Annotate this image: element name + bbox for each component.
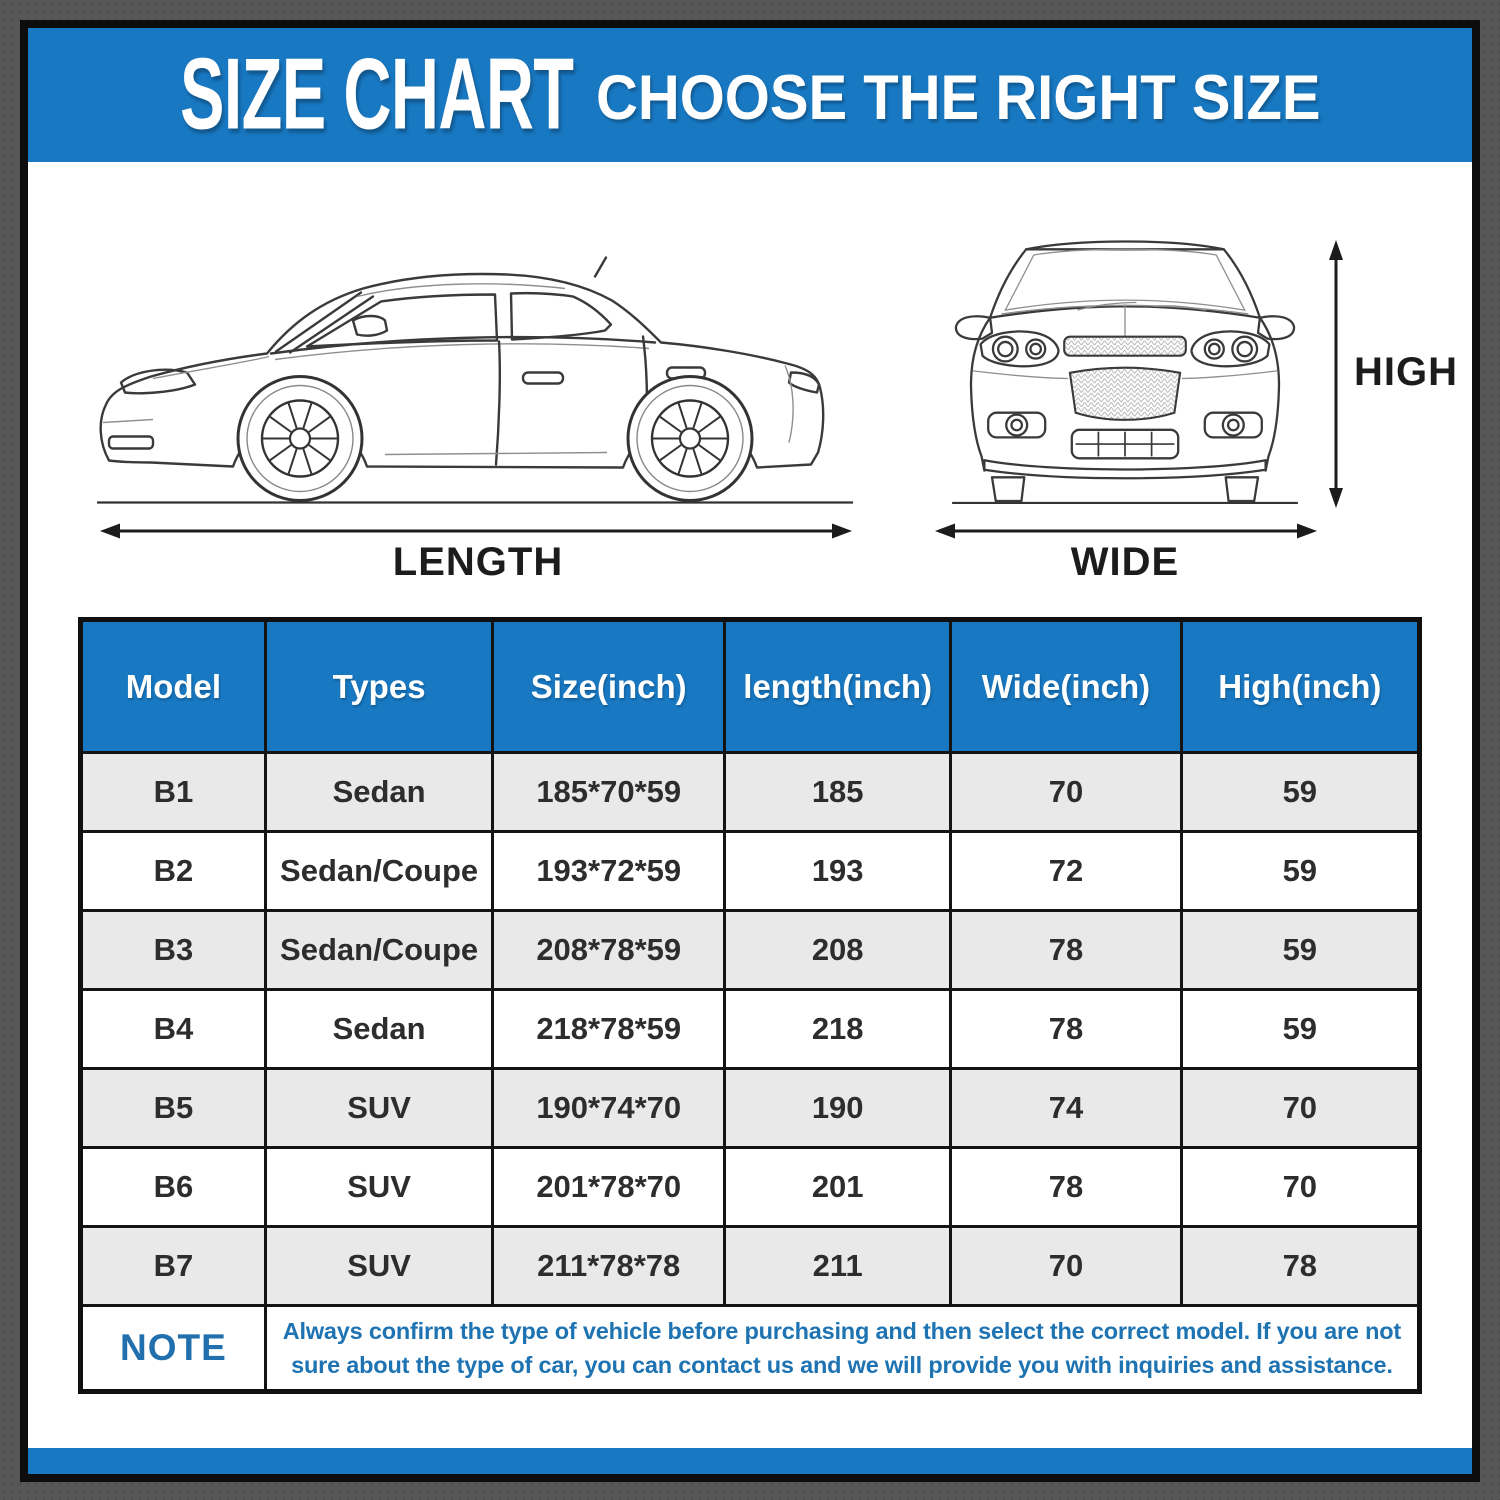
cell-wide: 78	[951, 911, 1181, 990]
cell-model: B2	[81, 832, 266, 911]
cell-size: 185*70*59	[493, 753, 725, 832]
table-row-b5	[81, 1069, 1420, 1148]
cell-size: 218*78*59	[493, 990, 725, 1069]
table-note-row	[81, 1306, 1420, 1392]
cell-high: 70	[1181, 1069, 1419, 1148]
header-band	[28, 28, 1472, 162]
column-header-length: length(inch)	[725, 620, 951, 753]
cell-model: B4	[81, 990, 266, 1069]
cell-model: B3	[81, 911, 266, 990]
cell-length: 208	[725, 911, 951, 990]
cell-length: 218	[725, 990, 951, 1069]
note-label: NOTE	[81, 1306, 266, 1392]
cell-length: 201	[725, 1148, 951, 1227]
cell-model: B7	[81, 1227, 266, 1306]
cell-type: SUV	[265, 1148, 493, 1227]
cell-length: 190	[725, 1069, 951, 1148]
high-arrow	[1326, 240, 1346, 508]
card-inner	[28, 28, 1472, 1474]
cell-wide: 70	[951, 1227, 1181, 1306]
cell-wide: 72	[951, 832, 1181, 911]
column-header-types: Types	[265, 620, 493, 753]
wide-label: WIDE	[1070, 540, 1180, 584]
cell-size: 190*74*70	[493, 1069, 725, 1148]
table-row-b2	[81, 832, 1420, 911]
table-row-b3	[81, 911, 1420, 990]
cell-type: Sedan	[265, 990, 493, 1069]
length-arrow	[100, 520, 852, 542]
cell-high: 59	[1181, 753, 1419, 832]
length-label: LENGTH	[392, 540, 564, 584]
cell-length: 211	[725, 1227, 951, 1306]
size-table-container	[78, 617, 1422, 1394]
cell-size: 193*72*59	[493, 832, 725, 911]
cell-model: B1	[81, 753, 266, 832]
cell-model: B6	[81, 1148, 266, 1227]
cell-length: 193	[725, 832, 951, 911]
page-subtitle: CHOOSE THE RIGHT SIZE	[596, 63, 1321, 133]
column-header-model: Model	[81, 620, 266, 753]
wide-arrow	[935, 520, 1317, 542]
cell-type: SUV	[265, 1227, 493, 1306]
car-side-view-diagram	[95, 224, 855, 509]
cell-high: 78	[1181, 1227, 1419, 1306]
cell-wide: 78	[951, 990, 1181, 1069]
column-header-size: Size(inch)	[493, 620, 725, 753]
page-title: SIZE CHART	[180, 38, 574, 151]
cell-high: 59	[1181, 911, 1419, 990]
table-header-row	[81, 620, 1420, 753]
cell-type: SUV	[265, 1069, 493, 1148]
cell-size: 201*78*70	[493, 1148, 725, 1227]
size-table	[78, 617, 1422, 1394]
cell-model: B5	[81, 1069, 266, 1148]
table-row-b1	[81, 753, 1420, 832]
column-header-wide: Wide(inch)	[951, 620, 1181, 753]
cell-high: 59	[1181, 990, 1419, 1069]
framed-card	[20, 20, 1480, 1482]
high-label: HIGH	[1354, 350, 1458, 394]
column-header-high: High(inch)	[1181, 620, 1419, 753]
cell-high: 59	[1181, 832, 1419, 911]
cell-wide: 78	[951, 1148, 1181, 1227]
cell-high: 70	[1181, 1148, 1419, 1227]
table-row-b4	[81, 990, 1420, 1069]
cell-size: 208*78*59	[493, 911, 725, 990]
footer-band	[28, 1448, 1472, 1474]
table-row-b6	[81, 1148, 1420, 1227]
cell-type: Sedan/Coupe	[265, 911, 493, 990]
cell-length: 185	[725, 753, 951, 832]
note-text: Always confirm the type of vehicle before purchasing and then select the correct model. If you are not sure about the type of car, you can contact us and we will provide you with inquiries and assistance.	[265, 1306, 1419, 1392]
cell-type: Sedan/Coupe	[265, 832, 493, 911]
table-row-b7	[81, 1227, 1420, 1306]
car-front-view-diagram	[935, 224, 1315, 514]
cell-wide: 70	[951, 753, 1181, 832]
cell-size: 211*78*78	[493, 1227, 725, 1306]
cell-wide: 74	[951, 1069, 1181, 1148]
cell-type: Sedan	[265, 753, 493, 832]
